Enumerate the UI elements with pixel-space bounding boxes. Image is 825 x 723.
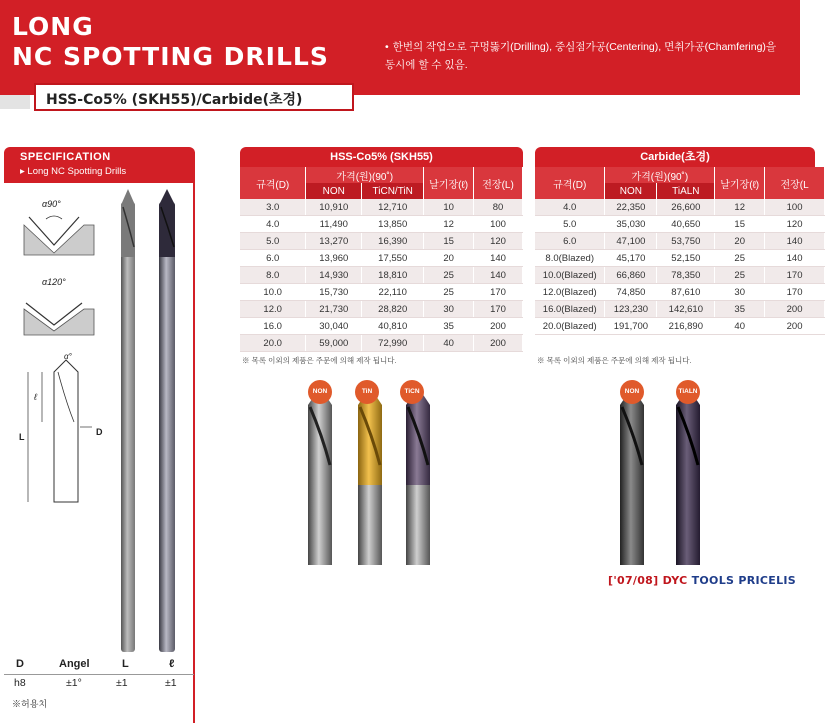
carbide-header-non: NON: [605, 183, 657, 199]
hss-cell: 28,820: [362, 301, 424, 318]
spec-divider: [4, 674, 194, 675]
carbide-header-tialn: TiALN: [657, 183, 715, 199]
drill-dimension-diagram: [14, 352, 109, 512]
spec-drill-carbide: [159, 202, 175, 652]
carbide-cell: 20: [715, 233, 765, 250]
carbide-cell: 40,650: [657, 216, 715, 233]
hss-cell: 12,710: [362, 199, 424, 216]
hss-cell: 120: [474, 233, 523, 250]
hss-row: [240, 284, 523, 301]
carbide-cell: 170: [765, 267, 825, 284]
diagram-length-label: L: [19, 432, 25, 442]
hss-header-total: 전장(L): [474, 167, 523, 199]
hss-cell: 30: [424, 301, 474, 318]
hss-ticn-badge: TiCN: [400, 380, 424, 404]
angle-90-label: α90°: [42, 199, 61, 209]
description-line2: 동시에 할 수 있음.: [385, 59, 468, 71]
spec-subtitle: ▸ Long NC Spotting Drills: [20, 166, 127, 177]
hss-tin-drill: [350, 385, 390, 565]
carbide-cell: 40: [715, 318, 765, 335]
hss-row: [240, 233, 523, 250]
carbide-cell: 200: [765, 318, 825, 335]
hss-cell: 30,040: [306, 318, 362, 335]
diagram-diameter-label: D: [96, 427, 103, 437]
hss-cell: 16,390: [362, 233, 424, 250]
hss-cell: 59,000: [306, 335, 362, 352]
carbide-cell: 140: [765, 233, 825, 250]
hss-table: [240, 167, 523, 352]
spec-header: [4, 147, 195, 183]
spec-drill-carbide-tip: [157, 187, 177, 257]
hss-cell: 80: [474, 199, 523, 216]
spec-border: [193, 183, 195, 723]
hss-cell: 15: [424, 233, 474, 250]
tolerance-footnote: ※허용치: [12, 699, 48, 709]
carbide-cell: 5.0: [535, 216, 605, 233]
carbide-cell: 87,610: [657, 284, 715, 301]
carbide-cell: 22,350: [605, 199, 657, 216]
carbide-non-drill: [612, 385, 652, 565]
hss-cell: 20: [424, 250, 474, 267]
footer-part2: TOOLS PRICELIS: [691, 574, 796, 587]
hss-row: [240, 335, 523, 352]
hss-row: [240, 216, 523, 233]
hss-cell: 8.0: [240, 267, 306, 284]
carbide-cell: 4.0: [535, 199, 605, 216]
carbide-header-price: 가격(원)(90˚): [605, 167, 715, 183]
carbide-cell: 25: [715, 250, 765, 267]
hss-cell: 17,550: [362, 250, 424, 267]
hss-price-table: [240, 147, 523, 365]
carbide-cell: 12: [715, 199, 765, 216]
hss-non-badge: NON: [308, 380, 332, 404]
carbide-cell: 120: [765, 216, 825, 233]
spec-col-angel: Angel: [59, 658, 90, 670]
hss-cell: 20.0: [240, 335, 306, 352]
hss-cell: 40,810: [362, 318, 424, 335]
carbide-header-flute: 날기장(ℓ): [715, 167, 765, 199]
carbide-price-table: [535, 147, 809, 365]
page-title-line2: NC SPOTTING DRILLS: [12, 42, 329, 71]
hss-cell: 16.0: [240, 318, 306, 335]
hss-cell: 18,810: [362, 267, 424, 284]
carbide-row: [535, 318, 825, 335]
spec-title: SPECIFICATION: [20, 151, 111, 163]
spec-drill-hss: [121, 202, 135, 652]
carbide-cell: 52,150: [657, 250, 715, 267]
page-title-line1: LONG: [12, 12, 94, 41]
spec-val-angel: ±1°: [66, 677, 82, 689]
hss-row: [240, 250, 523, 267]
hss-cell: 35: [424, 318, 474, 335]
hss-cell: 22,110: [362, 284, 424, 301]
carbide-cell: 20.0(Blazed): [535, 318, 605, 335]
hss-cell: 10.0: [240, 284, 306, 301]
carbide-cell: 35: [715, 301, 765, 318]
carbide-cell: 191,700: [605, 318, 657, 335]
hss-header-non: NON: [306, 183, 362, 199]
hss-cell: 13,270: [306, 233, 362, 250]
hss-row: [240, 301, 523, 318]
hss-cell: 13,850: [362, 216, 424, 233]
hss-tin-badge: TiN: [355, 380, 379, 404]
carbide-cell: 100: [765, 199, 825, 216]
carbide-table: [535, 167, 825, 335]
hss-cell: 11,490: [306, 216, 362, 233]
carbide-cell: 10.0(Blazed): [535, 267, 605, 284]
hss-cell: 6.0: [240, 250, 306, 267]
carbide-header-size: 규격(D): [535, 167, 605, 199]
angle-120-label: α120°: [42, 277, 66, 287]
hss-cell: 200: [474, 335, 523, 352]
hss-row: [240, 318, 523, 335]
spec-val-d: h8: [14, 677, 26, 689]
footer-part1: ['07/08] DYC: [608, 574, 692, 587]
hss-cell: 25: [424, 267, 474, 284]
carbide-row: [535, 267, 825, 284]
carbide-cell: 216,890: [657, 318, 715, 335]
spec-val-L: ±1: [116, 677, 128, 689]
carbide-cell: 200: [765, 301, 825, 318]
hss-cell: 140: [474, 250, 523, 267]
carbide-non-badge: NON: [620, 380, 644, 404]
hss-header-size: 규격(D): [240, 167, 306, 199]
hss-cell: 170: [474, 301, 523, 318]
spec-col-l: ℓ: [169, 658, 175, 670]
carbide-cell: 47,100: [605, 233, 657, 250]
carbide-row: [535, 216, 825, 233]
material-subtitle: HSS-Co5% (SKH55)/Carbide(초경): [46, 92, 303, 108]
carbide-cell: 74,850: [605, 284, 657, 301]
hss-cell: 100: [474, 216, 523, 233]
carbide-cell: 15: [715, 216, 765, 233]
carbide-cell: 30: [715, 284, 765, 301]
spec-val-l: ±1: [165, 677, 177, 689]
hss-cell: 10: [424, 199, 474, 216]
hss-ticn-drill: [398, 385, 438, 565]
hss-cell: 5.0: [240, 233, 306, 250]
carbide-cell: 26,600: [657, 199, 715, 216]
hss-table-note: ※ 목록 이외의 제품은 주문에 의해 제작 됩니다.: [242, 356, 397, 365]
carbide-cell: 66,860: [605, 267, 657, 284]
hss-cell: 13,960: [306, 250, 362, 267]
diagram-flute-label: ℓ: [34, 392, 37, 402]
carbide-cell: 78,350: [657, 267, 715, 284]
carbide-cell: 170: [765, 284, 825, 301]
carbide-row: [535, 301, 825, 318]
carbide-row: [535, 284, 825, 301]
hss-cell: 3.0: [240, 199, 306, 216]
description-line1: 한번의 작업으로 구멍뚫기(Drilling), 중심점가공(Centering), 면취가공(Chamfering)을: [392, 41, 777, 53]
carbide-header-total: 전장(L: [765, 167, 825, 199]
carbide-cell: 140: [765, 250, 825, 267]
hss-cell: 72,990: [362, 335, 424, 352]
hss-header-price: 가격(원)(90˚): [306, 167, 424, 183]
hss-header-flute: 날기장(ℓ): [424, 167, 474, 199]
hss-table-title: HSS-Co5% (SKH55): [240, 147, 523, 167]
bullet: •: [385, 41, 389, 53]
hss-cell: 21,730: [306, 301, 362, 318]
carbide-cell: 53,750: [657, 233, 715, 250]
hss-non-drill: [300, 385, 340, 565]
hss-cell: 140: [474, 267, 523, 284]
carbide-cell: 35,030: [605, 216, 657, 233]
subtitle-box: [34, 83, 354, 111]
carbide-cell: 142,610: [657, 301, 715, 318]
carbide-row: [535, 233, 825, 250]
hss-cell: 12: [424, 216, 474, 233]
carbide-table-note: ※ 목록 이외의 제품은 주문에 의해 제작 됩니다.: [537, 356, 692, 365]
hss-cell: 170: [474, 284, 523, 301]
carbide-table-title: Carbide(초경): [535, 147, 815, 167]
hss-header-ticn: TiCN/TiN: [362, 183, 424, 199]
carbide-row: [535, 250, 825, 267]
carbide-cell: 25: [715, 267, 765, 284]
footer-pricelist-label: [608, 574, 796, 587]
hss-row: [240, 267, 523, 284]
carbide-tialn-drill: [668, 385, 708, 565]
spec-col-d: D: [16, 658, 24, 670]
carbide-cell: 45,170: [605, 250, 657, 267]
hss-cell: 15,730: [306, 284, 362, 301]
hss-cell: 200: [474, 318, 523, 335]
carbide-cell: 6.0: [535, 233, 605, 250]
carbide-cell: 8.0(Blazed): [535, 250, 605, 267]
carbide-tialn-badge: TiALN: [676, 380, 700, 404]
hss-cell: 40: [424, 335, 474, 352]
hss-cell: 14,930: [306, 267, 362, 284]
carbide-cell: 16.0(Blazed): [535, 301, 605, 318]
hss-cell: 4.0: [240, 216, 306, 233]
hss-cell: 12.0: [240, 301, 306, 318]
hss-row: [240, 199, 523, 216]
hss-cell: 25: [424, 284, 474, 301]
hss-cell: 10,910: [306, 199, 362, 216]
spec-col-L: L: [122, 658, 129, 670]
specification-panel: [4, 147, 195, 709]
spec-drill-hss-tip: [119, 187, 137, 257]
carbide-row: [535, 199, 825, 216]
carbide-cell: 12.0(Blazed): [535, 284, 605, 301]
header-shadow: [0, 95, 30, 109]
diagram-alpha-label: α°: [64, 352, 72, 361]
product-description: [385, 38, 785, 74]
carbide-cell: 123,230: [605, 301, 657, 318]
